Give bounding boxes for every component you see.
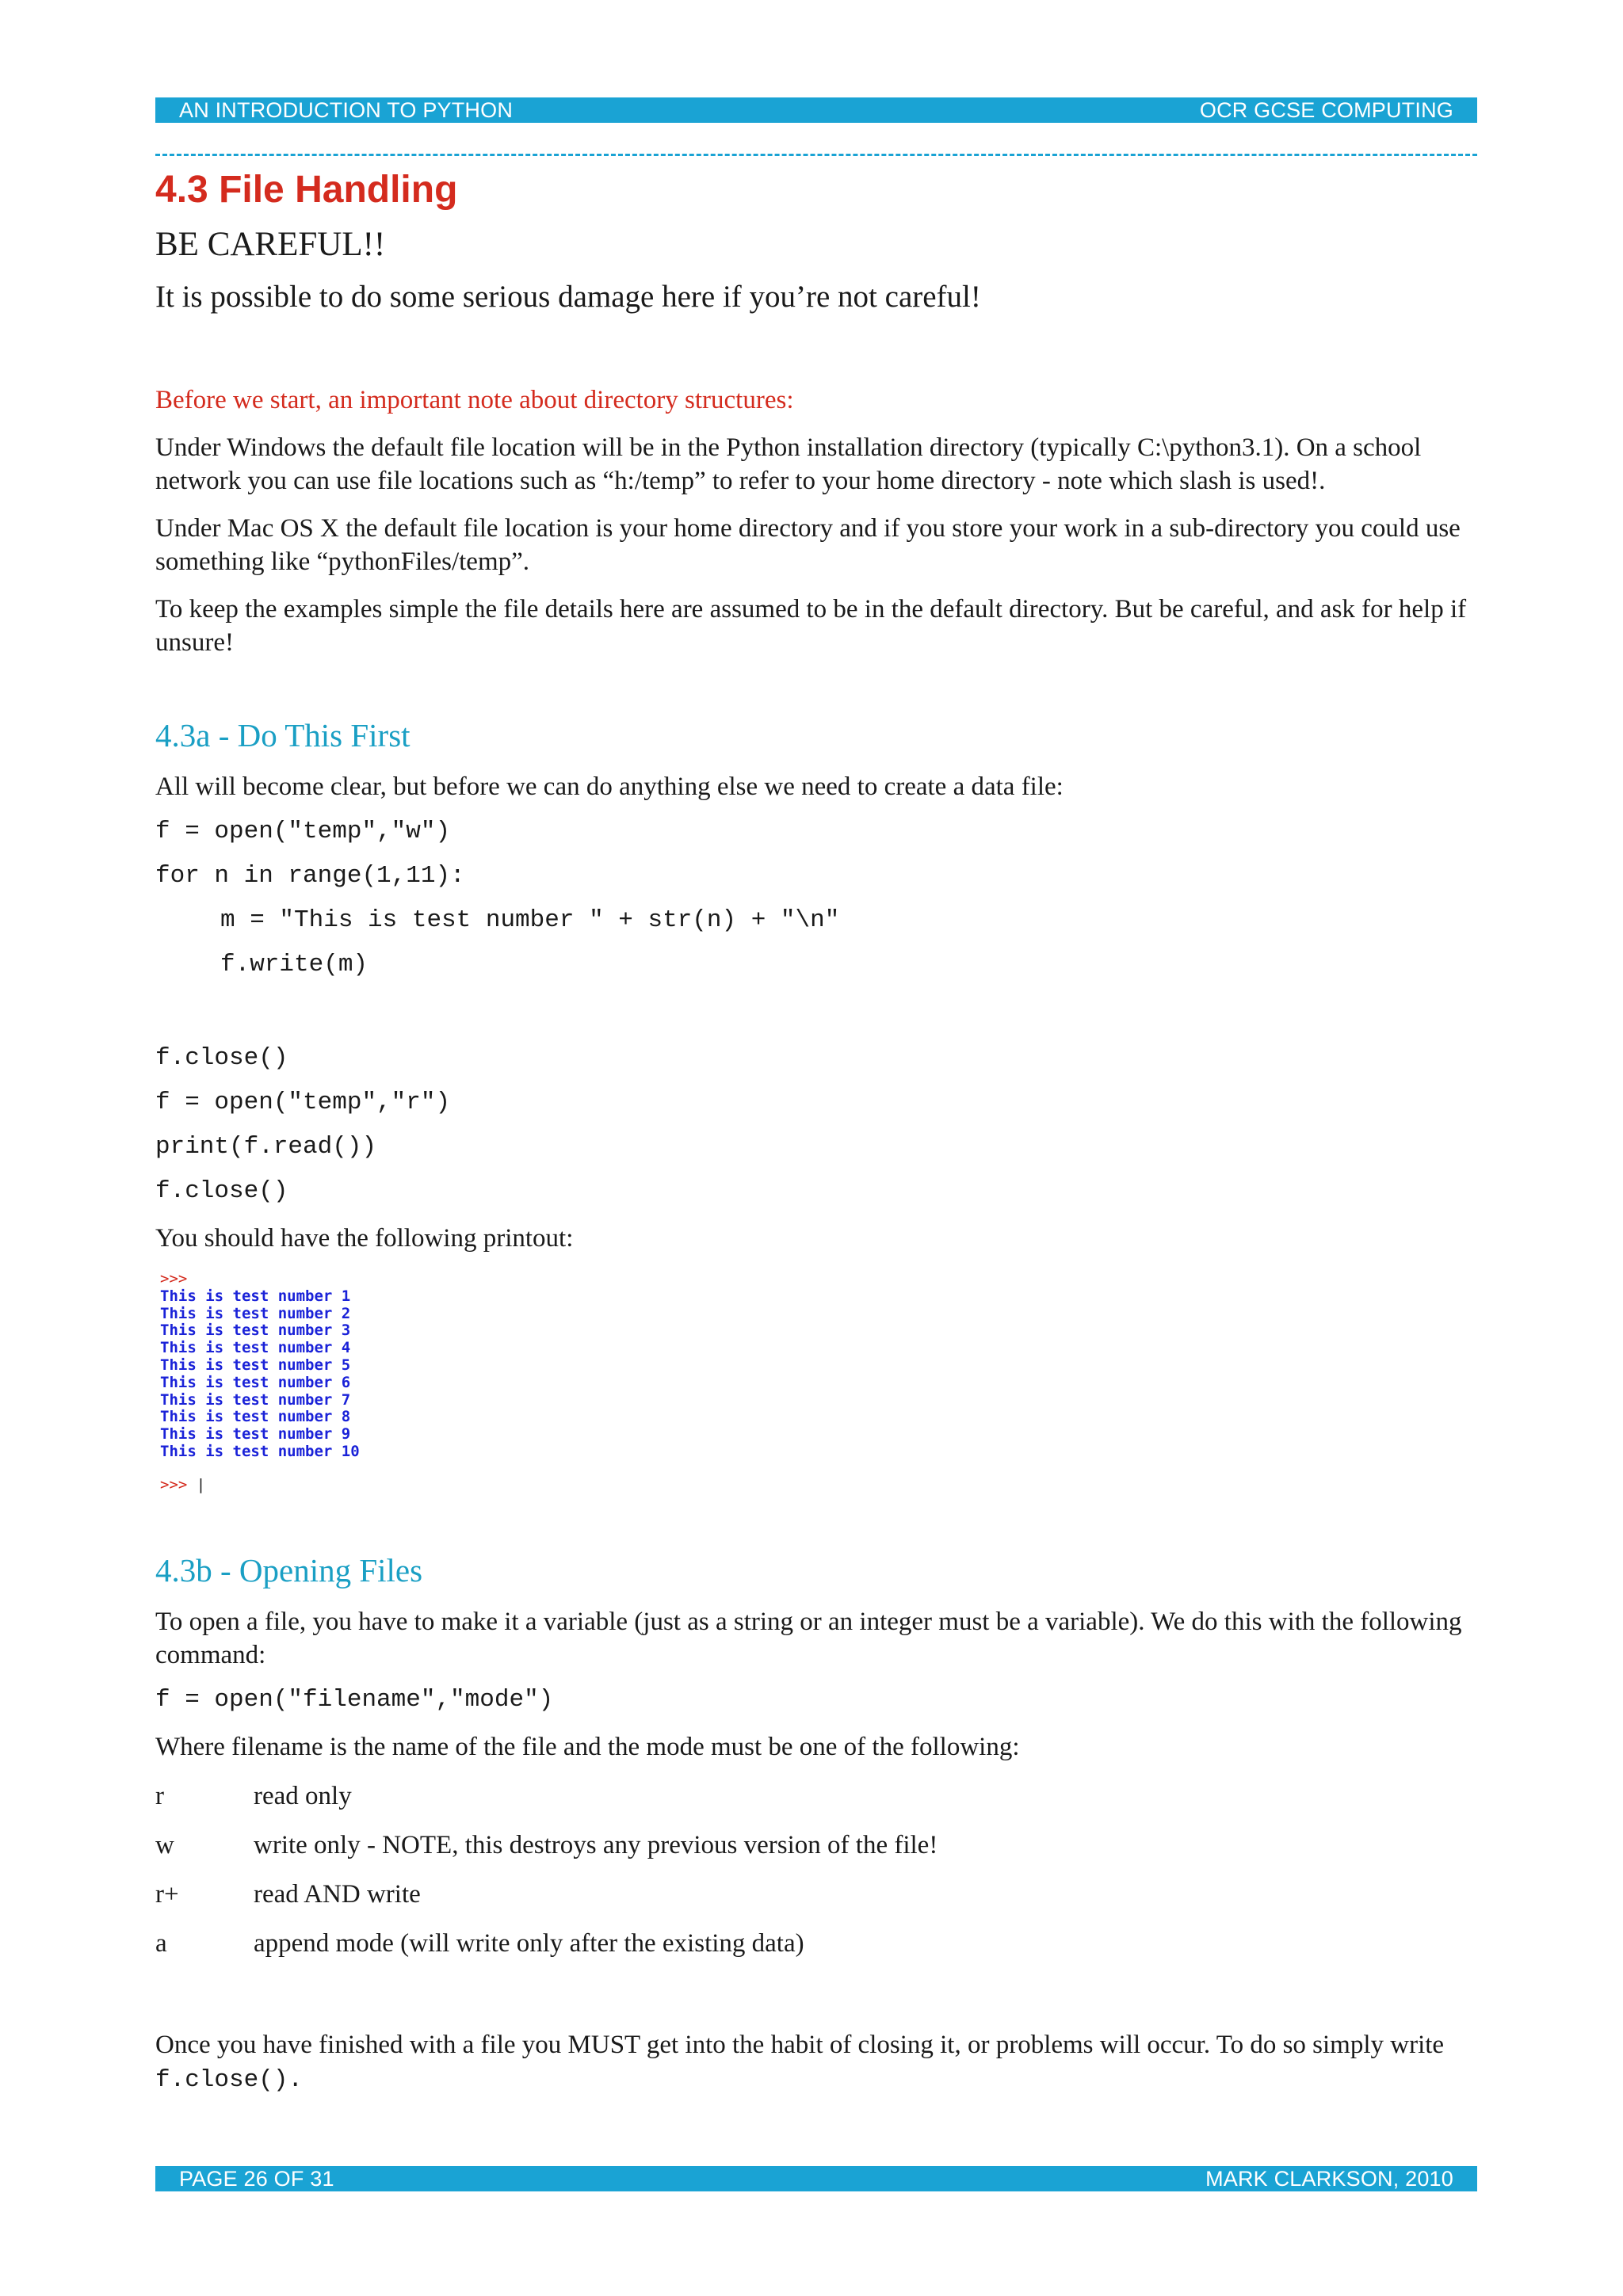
list-item (155, 1927, 1477, 1960)
code-line: print(f.read()) (155, 1133, 377, 1161)
header-divider (155, 154, 1477, 156)
list-item (155, 1779, 1477, 1813)
shell-line: This is test number 4 (160, 1339, 351, 1357)
shell-line: This is test number 1 (160, 1287, 351, 1305)
shell-line: This is test number 3 (160, 1322, 351, 1340)
paragraph-default-dir: To keep the examples simple the file details here are assumed to be in the default directory. But be careful, and ask for help if unsure! (155, 595, 1467, 657)
shell-line: This is test number 2 (160, 1304, 351, 1322)
mode-desc: write only - NOTE, this destroys any previous version of the file! (254, 1830, 938, 1859)
mode-key: a (155, 1928, 167, 1958)
shell-line: This is test number 6 (160, 1373, 351, 1391)
header-right: OCR GCSE COMPUTING (1199, 98, 1453, 122)
warning-text: It is possible to do some serious damage here if you’re not careful! (155, 280, 981, 314)
closing-code: f.close(). (155, 2065, 304, 2094)
shell-end-line (160, 1477, 1477, 1494)
shell-line: This is test number 8 (160, 1408, 351, 1426)
paragraph-mac: Under Mac OS X the default file location is your home directory and if you store your work in a sub-directory you could use something like “pythonFiles/temp”. (155, 514, 1461, 576)
paragraph-windows: Under Windows the default file location will be in the Python installation directory (typically C:\python3.1). On a school network you can use file locations such as “h:/temp” to refer to your home directory - note which slash is used!. (155, 433, 1422, 495)
code-line: for n in range(1,11): (155, 862, 465, 890)
careful-heading: BE CAREFUL!! (155, 226, 386, 263)
closing-paragraph (155, 2028, 1477, 2097)
code-line: f.close() (155, 1177, 288, 1205)
code-line: m = "This is test number " + str(n) + "\n" (220, 906, 840, 934)
subsection-heading-a: 4.3a - Do This First (155, 717, 411, 753)
footer-left: PAGE 26 OF 31 (179, 2167, 334, 2191)
footer-right: MARK CLARKSON, 2010 (1205, 2167, 1453, 2191)
header-left: AN INTRODUCTION TO PYTHON (179, 98, 514, 122)
shell-line: This is test number 10 (160, 1442, 360, 1460)
page-footer (155, 2166, 1477, 2191)
code-line: f = open("temp","r") (155, 1089, 451, 1116)
mode-desc: append mode (will write only after the existing data) (254, 1928, 804, 1958)
open-command-code: f = open("filename","mode") (155, 1685, 554, 1714)
mode-desc: read only (254, 1781, 352, 1810)
mode-key: w (155, 1830, 174, 1859)
shell-output (155, 1271, 1477, 1494)
printout-intro: You should have the following printout: (155, 1224, 574, 1253)
shell-prompt: >>> (160, 1270, 188, 1287)
mode-key: r (155, 1781, 164, 1810)
shell-end-prompt: >>> (160, 1475, 188, 1493)
shell-cursor: | (196, 1475, 206, 1493)
page-header (155, 97, 1477, 123)
closing-text: Once you have finished with a file you MUST get into the habit of closing it, or problems will occur. To do so simply write (155, 2030, 1445, 2059)
mode-key: r+ (155, 1879, 179, 1909)
modes-list (155, 1779, 1477, 1960)
modes-intro: Where filename is the name of the file and the mode must be one of the following: (155, 1732, 1020, 1761)
subsection-a-intro: All will become clear, but before we can do anything else we need to create a data file: (155, 772, 1064, 801)
list-item (155, 1829, 1477, 1862)
mode-desc: read AND write (254, 1879, 421, 1909)
subsection-heading-b: 4.3b - Opening Files (155, 1551, 423, 1589)
code-line: f.close() (155, 1044, 288, 1072)
section-title: 4.3 File Handling (155, 169, 458, 211)
shell-line: This is test number 7 (160, 1390, 351, 1409)
directory-note-heading: Before we start, an important note about directory structures: (155, 386, 794, 414)
page-content (155, 158, 1477, 2097)
code-line: f = open("temp","w") (155, 818, 451, 845)
list-item (155, 1878, 1477, 1911)
shell-line: This is test number 5 (160, 1356, 351, 1374)
shell-line: This is test number 9 (160, 1425, 351, 1444)
code-line: f.write(m) (220, 951, 369, 978)
subsection-b-intro: To open a file, you have to make it a variable (just as a string or an integer must be a variable). We do this with the following command: (155, 1607, 1462, 1669)
